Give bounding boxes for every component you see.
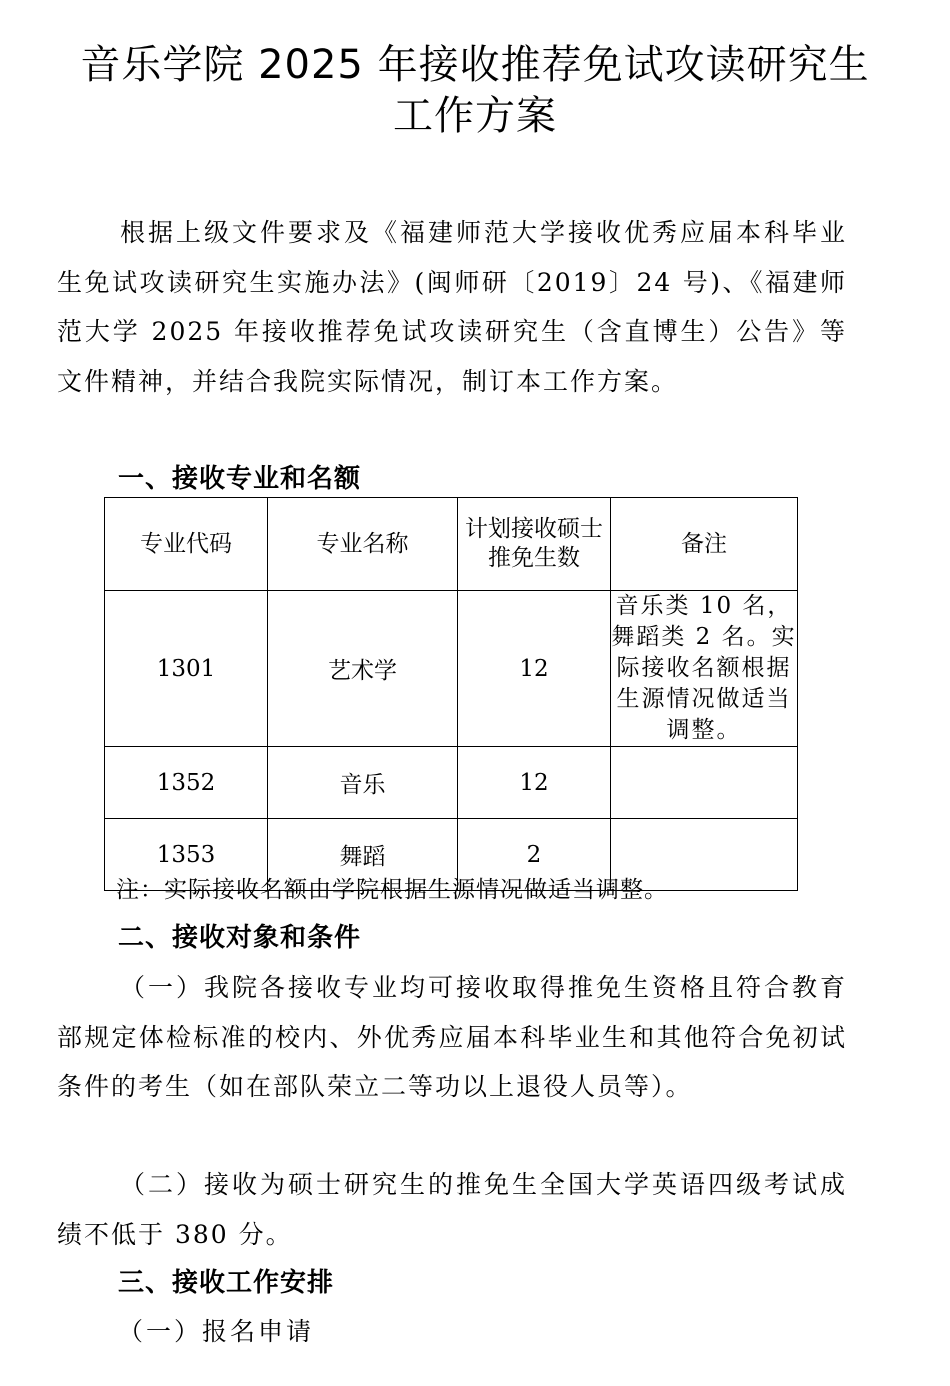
cell-count: 12 [458, 747, 611, 819]
section3-heading: 三、接收工作安排 [118, 1268, 335, 1298]
cell-count: 12 [458, 591, 611, 747]
cell-remark: 音乐类 10 名，舞蹈类 2 名。实际接收名额根据生源情况做适当调整。 [611, 591, 798, 747]
header-code: 专业代码 [105, 498, 268, 591]
table-row [105, 591, 798, 747]
section2-paragraph2-text: （二）接收为硕士研究生的推免生全国大学英语四级考试成绩不低于 380 分。 [57, 1170, 847, 1249]
table-header-row [105, 498, 798, 591]
header-count: 计划接收硕士推免生数 [458, 498, 611, 591]
table-row [105, 747, 798, 819]
section2-paragraph2 [57, 1160, 847, 1259]
header-name: 专业名称 [268, 498, 458, 591]
cell-name: 音乐 [268, 747, 458, 819]
cell-code: 1352 [105, 747, 268, 819]
document-title-line1: 音乐学院 2025 年接收推荐免试攻读研究生 [80, 42, 870, 88]
cell-code: 1353 [105, 819, 268, 891]
cell-code: 1301 [105, 591, 268, 747]
cell-name: 艺术学 [268, 591, 458, 747]
table-footnote: 注：实际接收名额由学院根据生源情况做适当调整。 [116, 877, 668, 903]
header-remark: 备注 [611, 498, 798, 591]
cell-count: 2 [458, 819, 611, 891]
section1-heading: 一、接收专业和名额 [118, 464, 362, 494]
cell-name: 舞蹈 [268, 819, 458, 891]
section2-paragraph1 [57, 963, 847, 1112]
intro-paragraph [57, 208, 847, 406]
intro-text: 根据上级文件要求及《福建师范大学接收优秀应届本科毕业生免试攻读研究生实施办法》(闽师研〔2019〕24 号)、《福建师范大学 2025 年接收推荐免试攻读研究生（含直博生）公告》等文件精神，并结合我院实际情况，制订本工作方案。 [57, 218, 847, 396]
cell-remark [611, 747, 798, 819]
section2-heading: 二、接收对象和条件 [118, 923, 362, 953]
document-title-line2: 工作方案 [393, 93, 557, 139]
section2-paragraph1-text: （一）我院各接收专业均可接收取得推免生资格且符合教育部规定体检标准的校内、外优秀应届本科毕业生和其他符合免初试条件的考生（如在部队荣立二等功以上退役人员等）。 [57, 973, 847, 1101]
section3-subheading: （一）报名申请 [118, 1317, 315, 1346]
quota-table [104, 497, 798, 891]
